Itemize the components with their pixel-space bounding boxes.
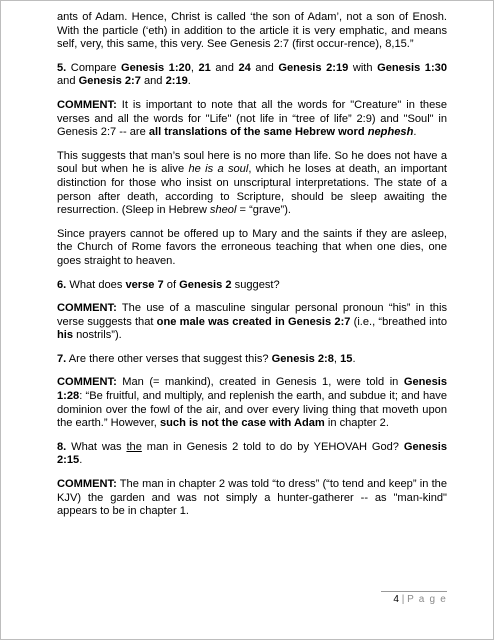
comment-5: COMMENT: It is important to note that all the words for "Creature" in these verses and all the words for "Life" (not life in “tree of life” 2:9) and "Soul" in Genesis 2:7 -- are all translations of the same Hebrew word nephesh.: [57, 98, 447, 139]
scripture-reference: Genesis 1:28: [57, 376, 447, 403]
scripture-reference: 2:19: [165, 75, 188, 88]
page-number: 4: [393, 594, 399, 605]
underlined-word: the: [126, 440, 142, 453]
hebrew-word: nephesh: [367, 126, 414, 139]
question-7: 7. Are there other verses that suggest this? Genesis 2:8, 15.: [57, 352, 356, 365]
question-number: 6.: [57, 278, 67, 291]
scripture-reference: 24: [238, 61, 251, 74]
scripture-reference: verse 7: [125, 278, 164, 291]
question-5: 5. Compare Genesis 1:20, 21 and 24 and Genesis 2:19 with Genesis 1:30 and Genesis 2:7 and 2:19.: [57, 61, 447, 88]
question-number: 7.: [57, 352, 67, 365]
emphasis-text: his: [57, 329, 74, 342]
question-6: 6. What does verse 7 of Genesis 2 suggest?: [57, 278, 280, 291]
comment-label: COMMENT:: [57, 302, 117, 315]
scripture-reference: 21: [198, 61, 211, 74]
comment-7: COMMENT: Man (= mankind), created in Genesis 1, were told in Genesis 1:28: “Be fruitful, and multiply, and replenish the earth, and subdue it; and have dominion over the fowl of the air, and over every living thing that moveth upon the earth.” However, such is not the case with Adam in chapter 2.: [57, 376, 447, 430]
scripture-reference: 15: [340, 352, 353, 365]
comment-6: COMMENT: The use of a masculine singular personal pronoun “his” in this verse suggests that one male was created in Genesis 2:7 (i.e., “breathed into his nostrils”).: [57, 302, 448, 342]
footer-separator: |: [401, 594, 405, 605]
scripture-reference: Genesis 2: [179, 278, 232, 291]
comment-label: COMMENT:: [57, 478, 117, 491]
comment-label: COMMENT:: [57, 98, 117, 111]
emphasis-text: one male was created in Genesis 2:7: [156, 315, 351, 328]
italic-phrase: he is a soul: [188, 163, 249, 176]
scripture-reference: Genesis 2:19: [278, 61, 349, 74]
scripture-reference: Genesis 2:7: [78, 75, 141, 88]
hebrew-word: sheol: [209, 204, 237, 217]
paragraph-prayers: Since prayers cannot be offered up to Mary and the saints if they are asleep, the Church of Rome favors the erroneous teaching that when one dies, one goes straight to heaven.: [57, 227, 447, 267]
question-8: 8. What was the man in Genesis 2 told to do by YEHOVAH God? Genesis 2:15.: [57, 440, 447, 467]
comment-8: COMMENT: The man in chapter 2 was told “to dress” (“to tend and keep” in the KJV) the garden and was not simply a hunter-gatherer -- as "man-kind" appears to be in chapter 1.: [57, 478, 447, 518]
page-footer: [381, 591, 447, 607]
emphasis-text: all translations of the same Hebrew word: [148, 126, 368, 139]
paragraph-soul: This suggests that man’s soul here is no more than life. So he does not have a soul but when he is alive he is a soul, which he loses at death, an important distinction for those who insist on unscriptural interpretations. The state of a person after death, according to Scripture, should be sleep awaiting the resurrection. (Sleep in Hebrew sheol = “grave”).: [57, 149, 448, 217]
paragraph-1: ants of Adam. Hence, Christ is called ‘the son of Adam’, not a son of Enosh. With the particle (‘eth) in addition to the article it is very emphatic, and means self, very, this same, this very. See Genesis 2:7 (first occur-rence), 8,15.”: [57, 11, 447, 51]
question-number: 5.: [57, 61, 67, 74]
scripture-reference: Genesis 2:8: [271, 352, 334, 365]
page-label: P a g e: [407, 594, 447, 605]
emphasis-text: such is not the case with Adam: [159, 417, 325, 430]
scripture-reference: Genesis 1:30: [377, 61, 447, 74]
scripture-reference: Genesis 1:20: [120, 61, 191, 74]
question-number: 8.: [57, 440, 67, 453]
page-body: [57, 11, 447, 529]
scripture-reference: Genesis 2:15: [57, 440, 447, 467]
comment-label: COMMENT:: [57, 376, 117, 389]
